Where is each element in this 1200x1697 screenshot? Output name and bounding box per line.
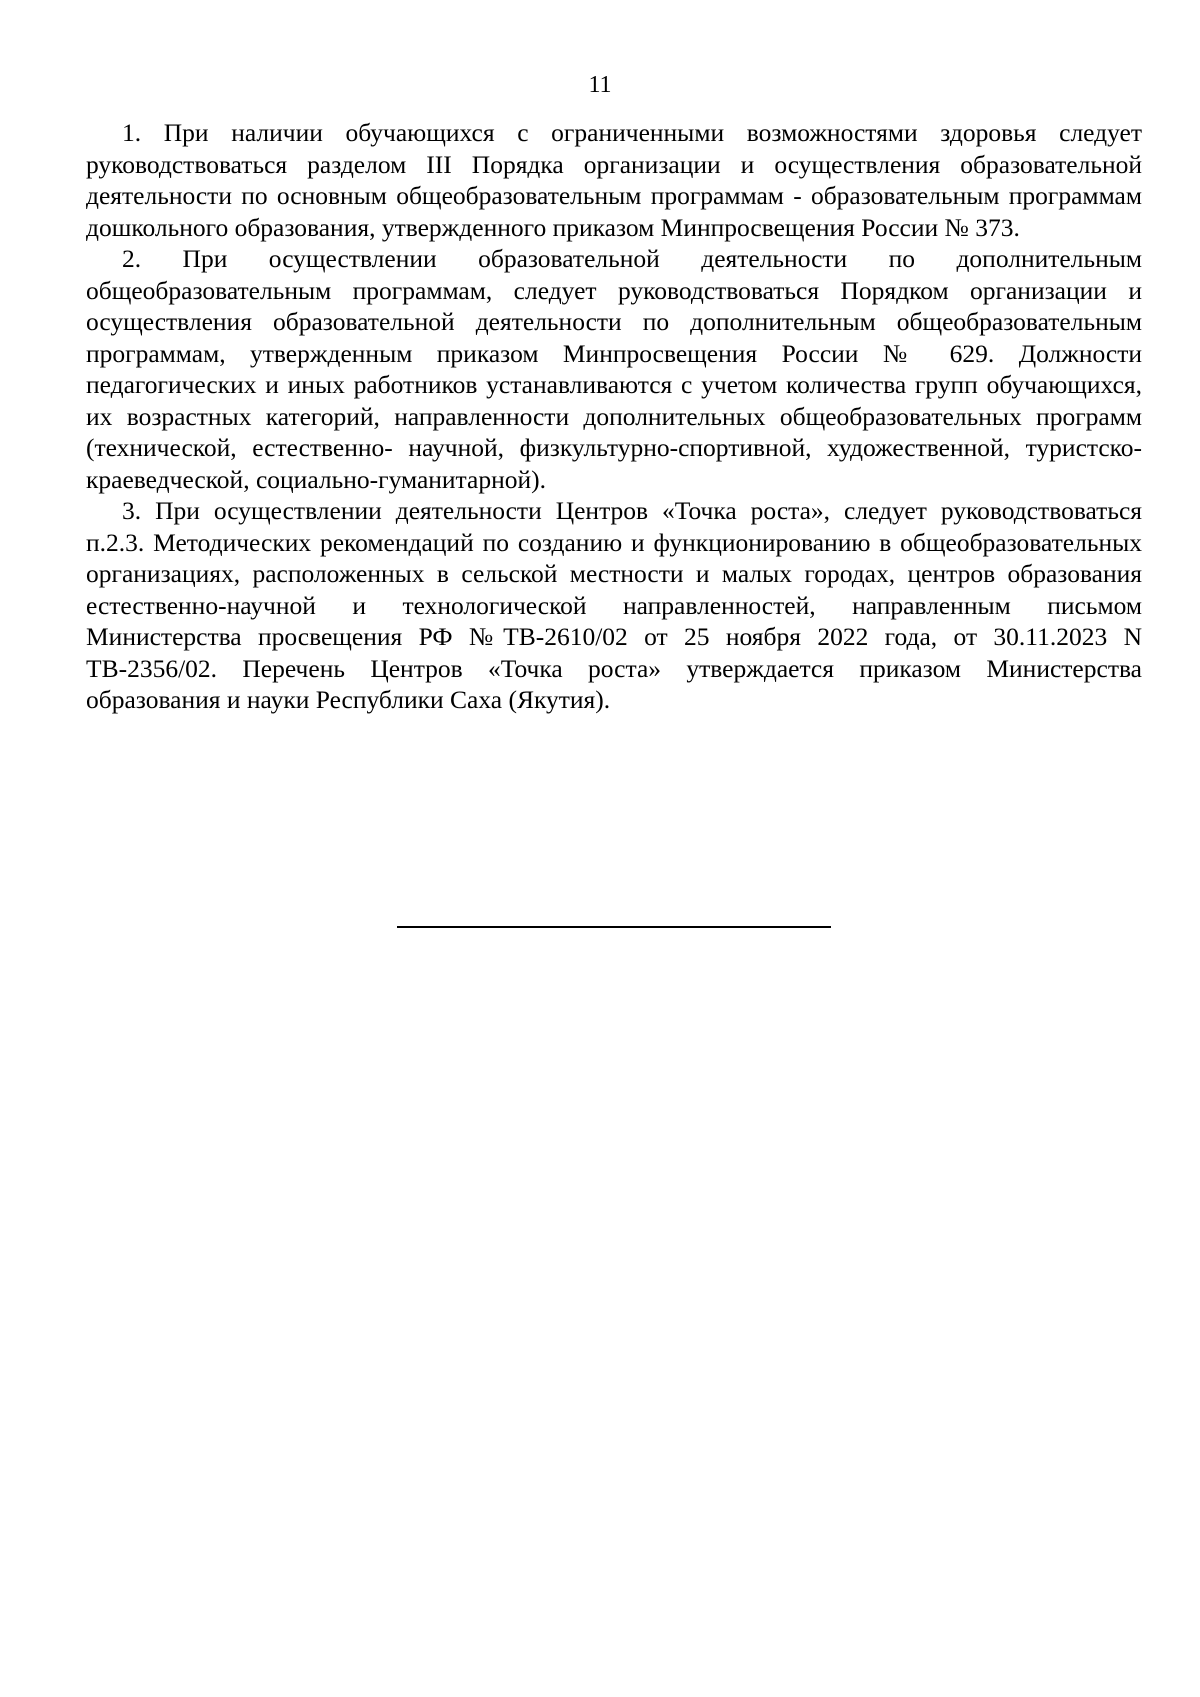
document-body [86, 117, 1142, 716]
page-number: 11 [588, 72, 612, 98]
closing-separator-line [397, 926, 831, 928]
paragraph-1: 1. При наличии обучающихся с ограниченными возможностями здоровья следует руководствоваться разделом III Порядка организации и осуществления образовательной деятельности по основным общеобразовательным программам - образовательным программам дошкольного образования, утвержденного приказом Минпросвещения России № 373. [86, 118, 1142, 242]
paragraph-3: 3. При осуществлении деятельности Центров «Точка роста», следует руководствоваться п.2.3. Методических рекомендаций по созданию и функционированию в общеобразовательных организациях, расположенных в сельской местности и малых городах, центров образования естественно-научной и технологической направленностей, направленным письмом Министерства просвещения РФ №ТВ-2610/02 от 25 ноября 2022 года, от 30.11.2023 N ТВ-2356/02. Перечень Центров «Точка роста» утверждается приказом Министерства образования и науки Республики Саха (Якутия). [86, 496, 1142, 714]
paragraph-2: 2. При осуществлении образовательной деятельности по дополнительным общеобразовательным программам, следует руководствоваться Порядком организации и осуществления образовательной деятельности по дополнительным общеобразовательным программам, утвержденным приказом Минпросвещения России № 629. Должности педагогических и иных работников устанавливаются с учетом количества групп обучающихся, их возрастных категорий, направленности дополнительных общеобразовательных программ (технической, естественно- научной, физкультурно-спортивной, художественной, туристско-краеведческой, социально-гуманитарной). [86, 244, 1142, 494]
